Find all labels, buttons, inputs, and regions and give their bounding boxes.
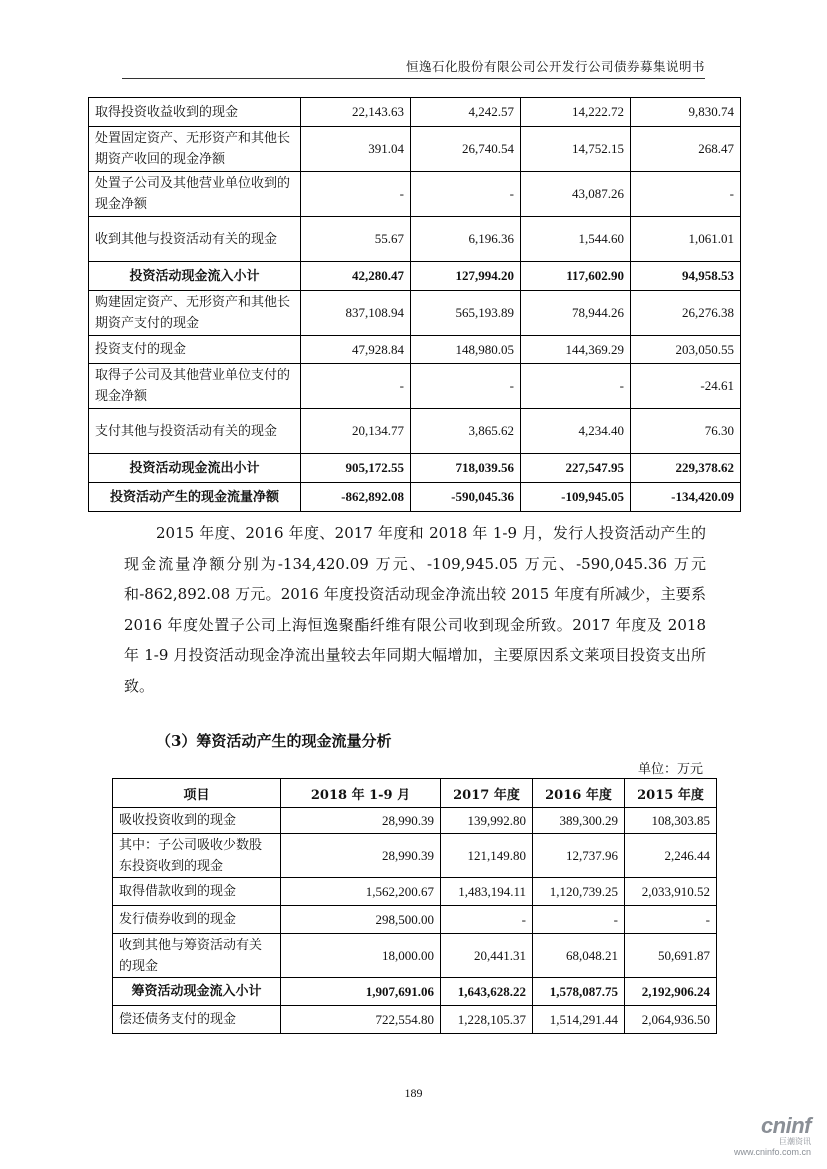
investing-cashflow-table — [88, 97, 741, 512]
table-row — [113, 978, 717, 1006]
cell-value: 4,242.57 — [411, 98, 521, 127]
cell-value: 565,193.89 — [411, 291, 521, 336]
cell-value: - — [533, 906, 625, 934]
cell-value: - — [521, 364, 631, 409]
financing-cashflow-table — [112, 778, 717, 1034]
row-label: 购建固定资产、无形资产和其他长期资产支付的现金 — [89, 291, 301, 336]
table-row — [89, 483, 741, 512]
cell-value: 6,196.36 — [411, 217, 521, 262]
cell-value: -134,420.09 — [631, 483, 741, 512]
cell-value: 2,064,936.50 — [625, 1006, 717, 1034]
table-row — [89, 454, 741, 483]
table-row — [113, 878, 717, 906]
cell-value: 1,228,105.37 — [441, 1006, 533, 1034]
cell-value: 1,120,739.25 — [533, 878, 625, 906]
cell-value: -590,045.36 — [411, 483, 521, 512]
cell-value: 139,992.80 — [441, 808, 533, 834]
cell-value: - — [411, 172, 521, 217]
logo-subtitle: 巨潮资讯 — [779, 1137, 811, 1146]
cell-value: 22,143.63 — [301, 98, 411, 127]
logo-url: www.cninfo.com.cn — [733, 1147, 811, 1157]
cell-value: 55.67 — [301, 217, 411, 262]
cninfo-logo — [734, 1113, 811, 1157]
table-row — [89, 291, 741, 336]
cell-value: 28,990.39 — [281, 834, 441, 878]
row-label: 其中：子公司吸收少数股东投资收到的现金 — [113, 834, 281, 878]
column-header: 2018 年 1-9 月 — [281, 779, 441, 808]
table-row — [89, 172, 741, 217]
row-label: 取得子公司及其他营业单位支付的现金净额 — [89, 364, 301, 409]
cell-value: 26,276.38 — [631, 291, 741, 336]
table-row — [89, 262, 741, 291]
table-row — [89, 409, 741, 454]
cell-value: 389,300.29 — [533, 808, 625, 834]
table-row — [113, 906, 717, 934]
cell-value: 1,578,087.75 — [533, 978, 625, 1006]
cell-value: 3,865.62 — [411, 409, 521, 454]
cell-value: 117,602.90 — [521, 262, 631, 291]
cell-value: 4,234.40 — [521, 409, 631, 454]
cell-value: 1,562,200.67 — [281, 878, 441, 906]
cell-value: 76.30 — [631, 409, 741, 454]
table-row — [113, 808, 717, 834]
cell-value: 9,830.74 — [631, 98, 741, 127]
table-row — [113, 1006, 717, 1034]
cell-value: 227,547.95 — [521, 454, 631, 483]
cell-value: 20,134.77 — [301, 409, 411, 454]
cell-value: 391.04 — [301, 127, 411, 172]
column-header: 2015 年度 — [625, 779, 717, 808]
row-label: 收到其他与筹资活动有关的现金 — [113, 934, 281, 978]
cell-value: 26,740.54 — [411, 127, 521, 172]
column-header: 2017 年度 — [441, 779, 533, 808]
section-title: （3）筹资活动产生的现金流量分析 — [156, 732, 392, 750]
cell-value: 722,554.80 — [281, 1006, 441, 1034]
cell-value: 148,980.05 — [411, 336, 521, 364]
cell-value: -109,945.05 — [521, 483, 631, 512]
cell-value: 905,172.55 — [301, 454, 411, 483]
cell-value: 2,192,906.24 — [625, 978, 717, 1006]
cell-value: - — [625, 906, 717, 934]
row-label: 筹资活动现金流入小计 — [113, 978, 281, 1006]
table-row — [89, 217, 741, 262]
cell-value: 144,369.29 — [521, 336, 631, 364]
table-row — [89, 364, 741, 409]
cell-value: -24.61 — [631, 364, 741, 409]
cell-value: 718,039.56 — [411, 454, 521, 483]
cell-value: 1,514,291.44 — [533, 1006, 625, 1034]
cell-value: 1,643,628.22 — [441, 978, 533, 1006]
row-label: 发行债券收到的现金 — [113, 906, 281, 934]
cell-value: - — [411, 364, 521, 409]
cell-value: 203,050.55 — [631, 336, 741, 364]
header-divider — [122, 78, 705, 79]
row-label: 处置固定资产、无形资产和其他长期资产收回的现金净额 — [89, 127, 301, 172]
cell-value: 43,087.26 — [521, 172, 631, 217]
cell-value: 837,108.94 — [301, 291, 411, 336]
table-row — [89, 127, 741, 172]
cell-value: 1,483,194.11 — [441, 878, 533, 906]
investing-analysis-paragraph: 2015 年度、2016 年度、2017 年度和 2018 年 1-9 月，发行人投资活动产生的现金流量净额分别为-134,420.09 万元、-109,945.05 万元、-590,045.36 万元和-862,892.08 万元。2016 年度投资活动现金净流出较 2015 年度有所减少，主要系 2016 年度处置子公司上海恒逸聚酯纤维有限公司收到现金所致。2017 年度及 2018 年 1-9 月投资活动现金净流出量较去年同期大幅增加，主要原因系文莱项目投资支出所致。 — [124, 524, 706, 695]
cell-value: - — [441, 906, 533, 934]
cell-value: 298,500.00 — [281, 906, 441, 934]
cell-value: 42,280.47 — [301, 262, 411, 291]
cell-value: - — [301, 364, 411, 409]
page-number: 189 — [404, 1086, 423, 1100]
document-header: 恒逸石化股份有限公司公开发行公司债券募集说明书 — [405, 59, 705, 74]
cell-value: 229,378.62 — [631, 454, 741, 483]
row-label: 投资活动现金流入小计 — [89, 262, 301, 291]
column-header: 项目 — [113, 779, 281, 808]
unit-label: 单位：万元 — [637, 762, 703, 777]
row-label: 投资活动产生的现金流量净额 — [89, 483, 301, 512]
cell-value: 94,958.53 — [631, 262, 741, 291]
cell-value: 2,246.44 — [625, 834, 717, 878]
cell-value: 12,737.96 — [533, 834, 625, 878]
cell-value: 108,303.85 — [625, 808, 717, 834]
cell-value: 1,907,691.06 — [281, 978, 441, 1006]
cell-value: 121,149.80 — [441, 834, 533, 878]
table-row — [89, 98, 741, 127]
row-label: 偿还债务支付的现金 — [113, 1006, 281, 1034]
cell-value: 18,000.00 — [281, 934, 441, 978]
row-label: 支付其他与投资活动有关的现金 — [89, 409, 301, 454]
cell-value: 14,752.15 — [521, 127, 631, 172]
table-row — [89, 336, 741, 364]
table-row — [113, 834, 717, 878]
cell-value: - — [631, 172, 741, 217]
cell-value: 68,048.21 — [533, 934, 625, 978]
cell-value: 1,061.01 — [631, 217, 741, 262]
cell-value: 2,033,910.52 — [625, 878, 717, 906]
row-label: 吸收投资收到的现金 — [113, 808, 281, 834]
cell-value: -862,892.08 — [301, 483, 411, 512]
row-label: 处置子公司及其他营业单位收到的现金净额 — [89, 172, 301, 217]
row-label: 取得投资收益收到的现金 — [89, 98, 301, 127]
cell-value: 20,441.31 — [441, 934, 533, 978]
row-label: 取得借款收到的现金 — [113, 878, 281, 906]
row-label: 投资支付的现金 — [89, 336, 301, 364]
table-row — [113, 934, 717, 978]
cell-value: 14,222.72 — [521, 98, 631, 127]
cell-value: 1,544.60 — [521, 217, 631, 262]
column-header: 2016 年度 — [533, 779, 625, 808]
row-label: 收到其他与投资活动有关的现金 — [89, 217, 301, 262]
cell-value: 50,691.87 — [625, 934, 717, 978]
logo-text: cninf — [760, 1113, 811, 1138]
cell-value: - — [301, 172, 411, 217]
cell-value: 78,944.26 — [521, 291, 631, 336]
cell-value: 28,990.39 — [281, 808, 441, 834]
table-header-row — [113, 779, 717, 808]
cell-value: 127,994.20 — [411, 262, 521, 291]
cell-value: 268.47 — [631, 127, 741, 172]
row-label: 投资活动现金流出小计 — [89, 454, 301, 483]
cell-value: 47,928.84 — [301, 336, 411, 364]
